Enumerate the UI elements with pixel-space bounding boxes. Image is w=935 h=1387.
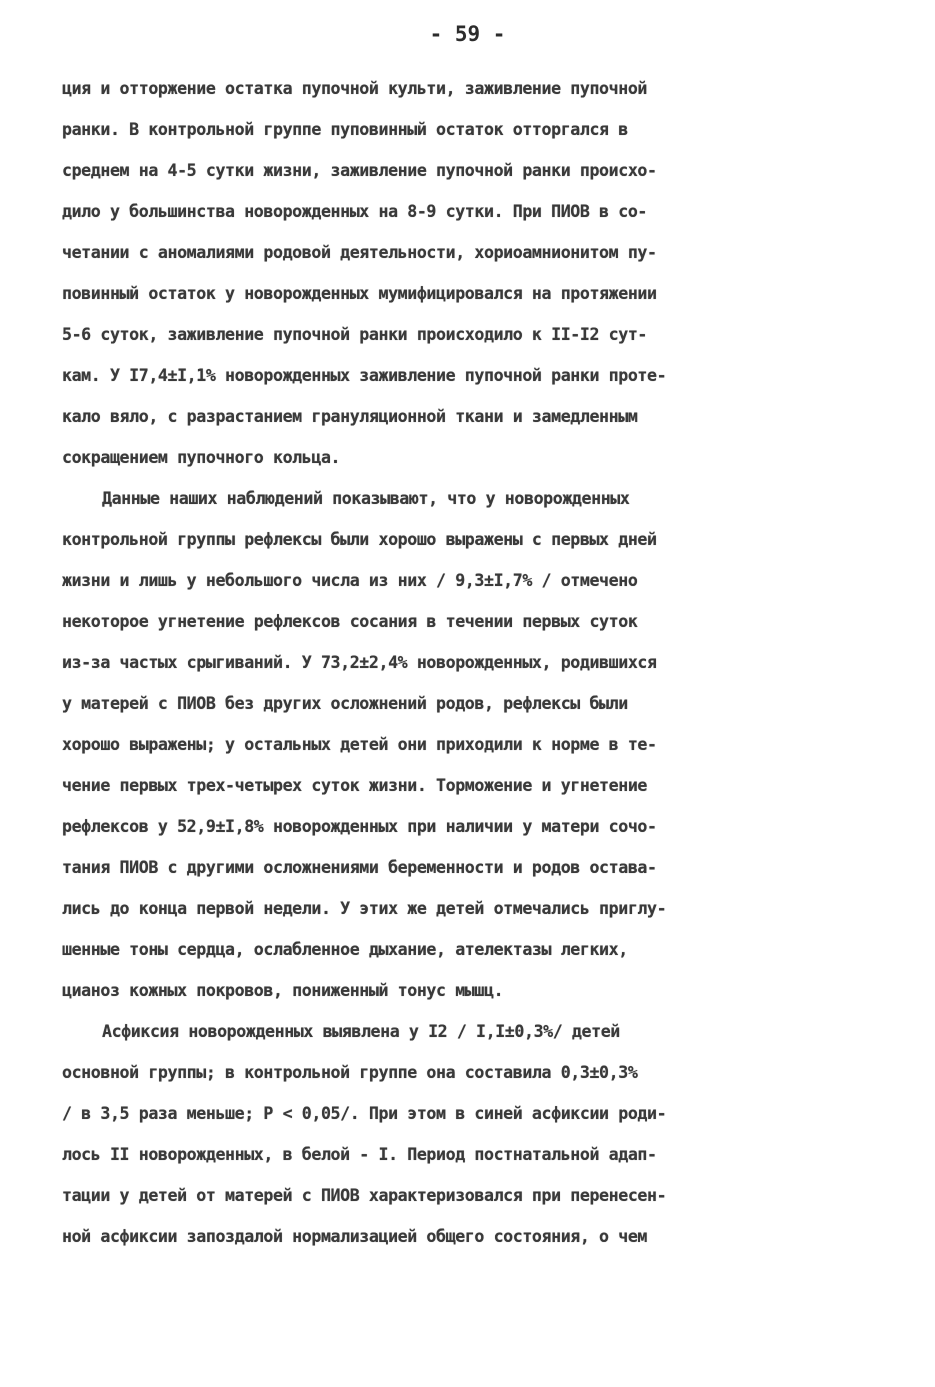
text-line: жизни и лишь у небольшого числа из них / 9,3±I,7% / отмечено: [62, 571, 638, 590]
text-line: хорошо выражены; у остальных детей они приходили к норме в те-: [62, 735, 657, 754]
text-line: Данные наших наблюдений показывают, что у новорожденных: [102, 489, 630, 508]
paragraph-1: [62, 68, 882, 478]
text-line: тации у детей от матерей с ПИОВ характеризовался при перенесен-: [62, 1186, 667, 1205]
text-line: повинный остаток у новорожденных мумифицировался на протяжении: [62, 284, 657, 303]
text-line: цианоз кожных покровов, пониженный тонус мышц.: [62, 981, 504, 1000]
text-line: среднем на 4-5 сутки жизни, заживление пупочной ранки происхо-: [62, 161, 657, 180]
text-line: лись до конца первой недели. У этих же детей отмечались приглу-: [62, 899, 667, 918]
text-line: ранки. В контрольной группе пуповинный остаток отторгался в: [62, 120, 628, 139]
page-number: - 59 -: [429, 22, 506, 46]
text-line: / в 3,5 раза меньше; Р < 0,05/. При этом в синей асфиксии роди-: [62, 1104, 667, 1123]
paragraph-2: [62, 478, 882, 1011]
text-line: шенные тоны сердца, ослабленное дыхание, ателектазы легких,: [62, 940, 628, 959]
paragraph-3: [62, 1011, 882, 1257]
text-line: основной группы; в контрольной группе она составила 0,3±0,3%: [62, 1063, 638, 1082]
text-line: кало вяло, с разрастанием грануляционной ткани и замедленным: [62, 407, 638, 426]
text-line: 5-6 суток, заживление пупочной ранки происходило к II-I2 сут-: [62, 325, 648, 344]
text-line: дило у большинства новорожденных на 8-9 сутки. При ПИОВ в со-: [62, 202, 648, 221]
text-line: ной асфиксии запоздалой нормализацией общего состояния, о чем: [62, 1227, 648, 1246]
text-line: контрольной группы рефлексы были хорошо выражены с первых дней: [62, 530, 657, 549]
text-line: чение первых трех-четырех суток жизни. Торможение и угнетение: [62, 776, 648, 795]
text-line: рефлексов у 52,9±I,8% новорожденных при наличии у матери сочо-: [62, 817, 657, 836]
text-line: Асфиксия новорожденных выявлена у I2 / I,I±0,3%/ детей: [102, 1022, 620, 1041]
text-line: тания ПИОВ с другими осложнениями беременности и родов остава-: [62, 858, 657, 877]
text-line: из-за частых срыгиваний. У 73,2±2,4% новорожденных, родившихся: [62, 653, 657, 672]
text-line: четании с аномалиями родовой деятельности, хориоамнионитом пу-: [62, 243, 657, 262]
text-line: некоторое угнетение рефлексов сосания в течении первых суток: [62, 612, 638, 631]
text-line: лось II новорожденных, в белой - I. Период постнатальной адап-: [62, 1145, 657, 1164]
body-text: [62, 68, 882, 1257]
text-line: ция и отторжение остатка пупочной культи, заживление пупочной: [62, 79, 648, 98]
text-line: кам. У I7,4±I,1% новорожденных заживление пупочной ранки проте-: [62, 366, 667, 385]
text-line: у матерей с ПИОВ без других осложнений родов, рефлексы были: [62, 694, 628, 713]
text-line: сокращением пупочного кольца.: [62, 448, 341, 467]
